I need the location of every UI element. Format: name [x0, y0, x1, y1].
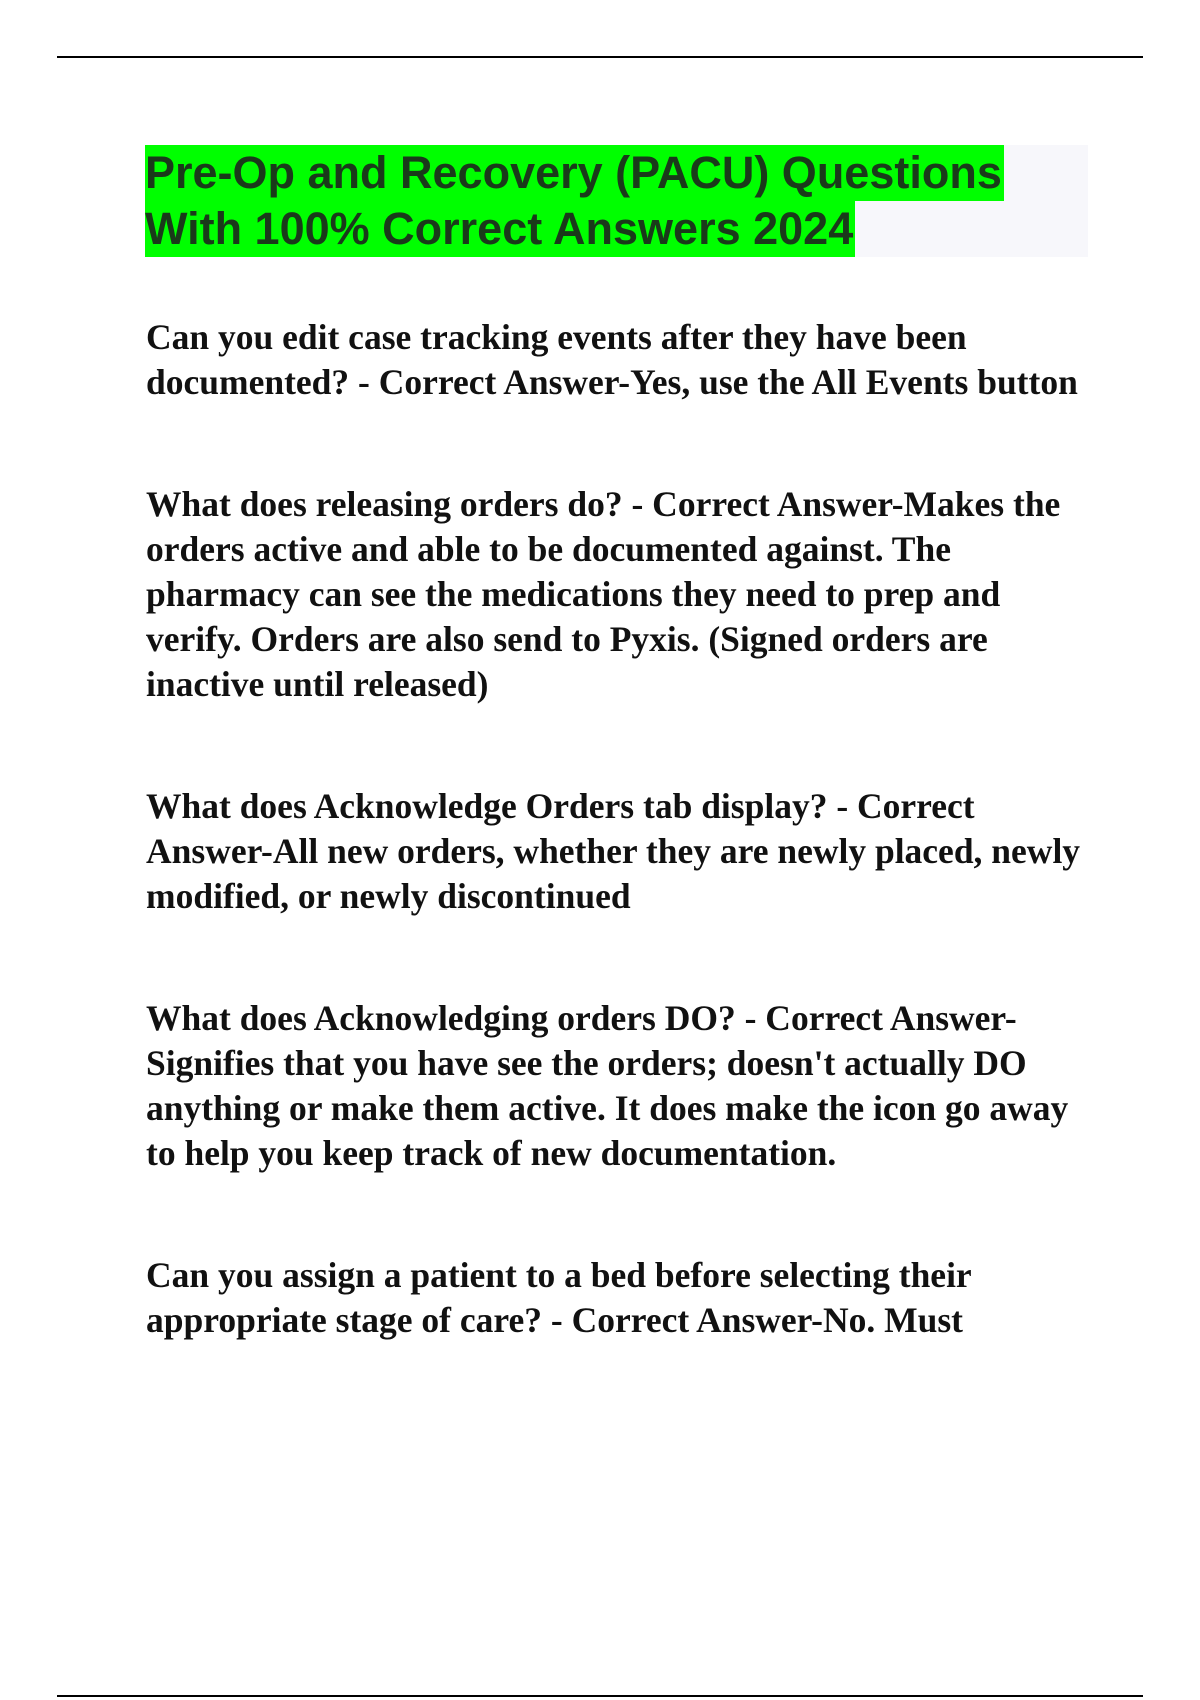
top-rule — [57, 56, 1143, 58]
bottom-rule — [57, 1695, 1143, 1697]
title-line-2: With 100% Correct Answers 2024 — [145, 201, 855, 257]
qa-item-acknowledging-orders: What does Acknowledging orders DO? - Correct Answer-Signifies that you have see the orders; doesn't actually DO anything or make them active. It does make the icon go away to help you keep track of new documentation. — [146, 998, 1069, 1173]
page-title — [145, 145, 1088, 257]
title-line-1: Pre-Op and Recovery (PACU) Questions — [145, 145, 1004, 201]
qa-item-acknowledge-orders-tab: What does Acknowledge Orders tab display? - Correct Answer-All new orders, whether they are newly placed, newly modified, or newly discontinued — [146, 786, 1081, 916]
qa-list — [146, 315, 1096, 1420]
qa-item-assign-bed: Can you assign a patient to a bed before selecting their appropriate stage of care? - Correct Answer-No. Must — [146, 1255, 972, 1340]
qa-item-releasing-orders: What does releasing orders do? - Correct Answer-Makes the orders active and able to be documented against. The pharmacy can see the medications they need to prep and verify. Orders are also send to Pyxis. (Signed orders are inactive until released) — [146, 484, 1061, 704]
qa-item-edit-case-tracking: Can you edit case tracking events after they have been documented? - Correct Answer-Yes, use the All Events button — [146, 317, 1078, 402]
